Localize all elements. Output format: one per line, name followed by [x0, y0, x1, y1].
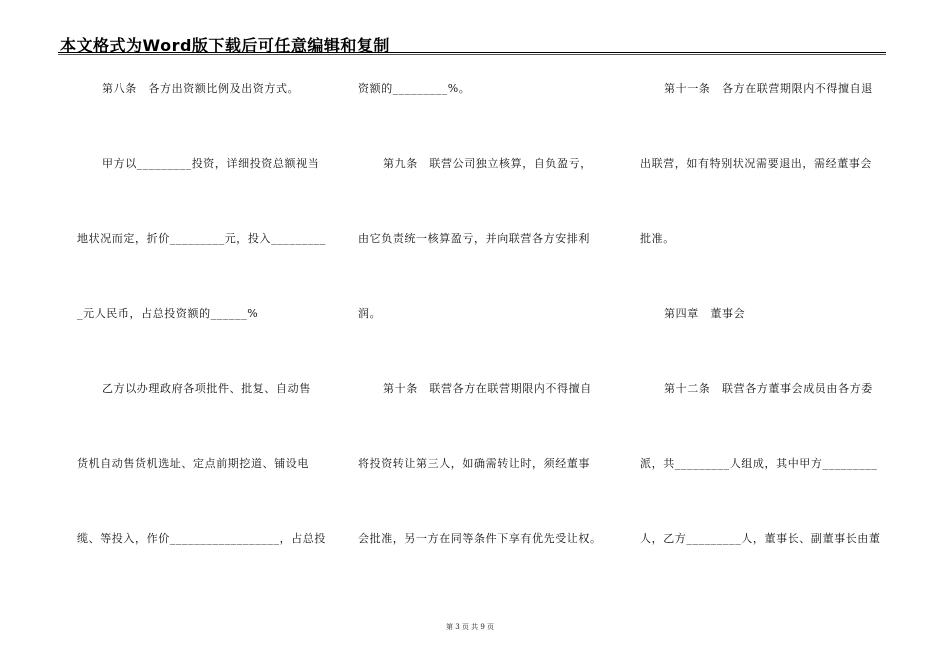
paragraph-line: 将投资转让第三人，如确需转让时，须经董事	[358, 457, 590, 470]
header-rule	[58, 52, 886, 53]
paragraph-line: 缆、等投入，作价__________________，占总投	[77, 532, 326, 545]
header-rule-secondary	[58, 54, 886, 55]
paragraph-line: 第十条 联营各方在联营期限内不得擅自	[383, 382, 592, 395]
chapter-heading: 第四章 董事会	[664, 307, 746, 320]
paragraph-line: _元人民币，占总投资额的______%	[77, 307, 259, 320]
paragraph-line: 甲方以_________投资，详细投资总额视当	[102, 157, 320, 170]
paragraph-line: 润。	[358, 307, 382, 320]
document-header-title: 本文格式为Word版下载后可任意编辑和复制	[60, 36, 390, 55]
paragraph-line: 地状况而定，折价_________元，投入_________	[77, 232, 326, 245]
paragraph-line: 第八条 各方出资额比例及出资方式。	[102, 82, 300, 95]
paragraph-line: 批准。	[640, 232, 675, 245]
paragraph-line: 乙方以办理政府各项批件、批复、自动售	[102, 382, 311, 395]
paragraph-line: 货机自动售货机选址、定点前期挖道、铺设电	[77, 457, 309, 470]
paragraph-line: 第九条 联营公司独立核算，自负盈亏，	[383, 157, 592, 170]
paragraph-line: 资额的_________%。	[358, 82, 471, 95]
paragraph-line: 人，乙方_________人，董事长、副董事长由董	[640, 532, 881, 545]
paragraph-line: 出联营，如有特别状况需要退出，需经董事会	[640, 157, 872, 170]
page-number-footer: 第 3 页 共 9 页	[445, 623, 495, 631]
paragraph-line: 由它负责统一核算盈亏，并向联营各方安排利	[358, 232, 590, 245]
paragraph-line: 会批准，另一方在同等条件下享有优先受让权。	[358, 532, 602, 545]
paragraph-line: 派，共_________人组成，其中甲方_________	[640, 457, 878, 470]
paragraph-line: 第十一条 各方在联营期限内不得擅自退	[664, 82, 873, 95]
paragraph-line: 第十二条 联营各方董事会成员由各方委	[664, 382, 873, 395]
